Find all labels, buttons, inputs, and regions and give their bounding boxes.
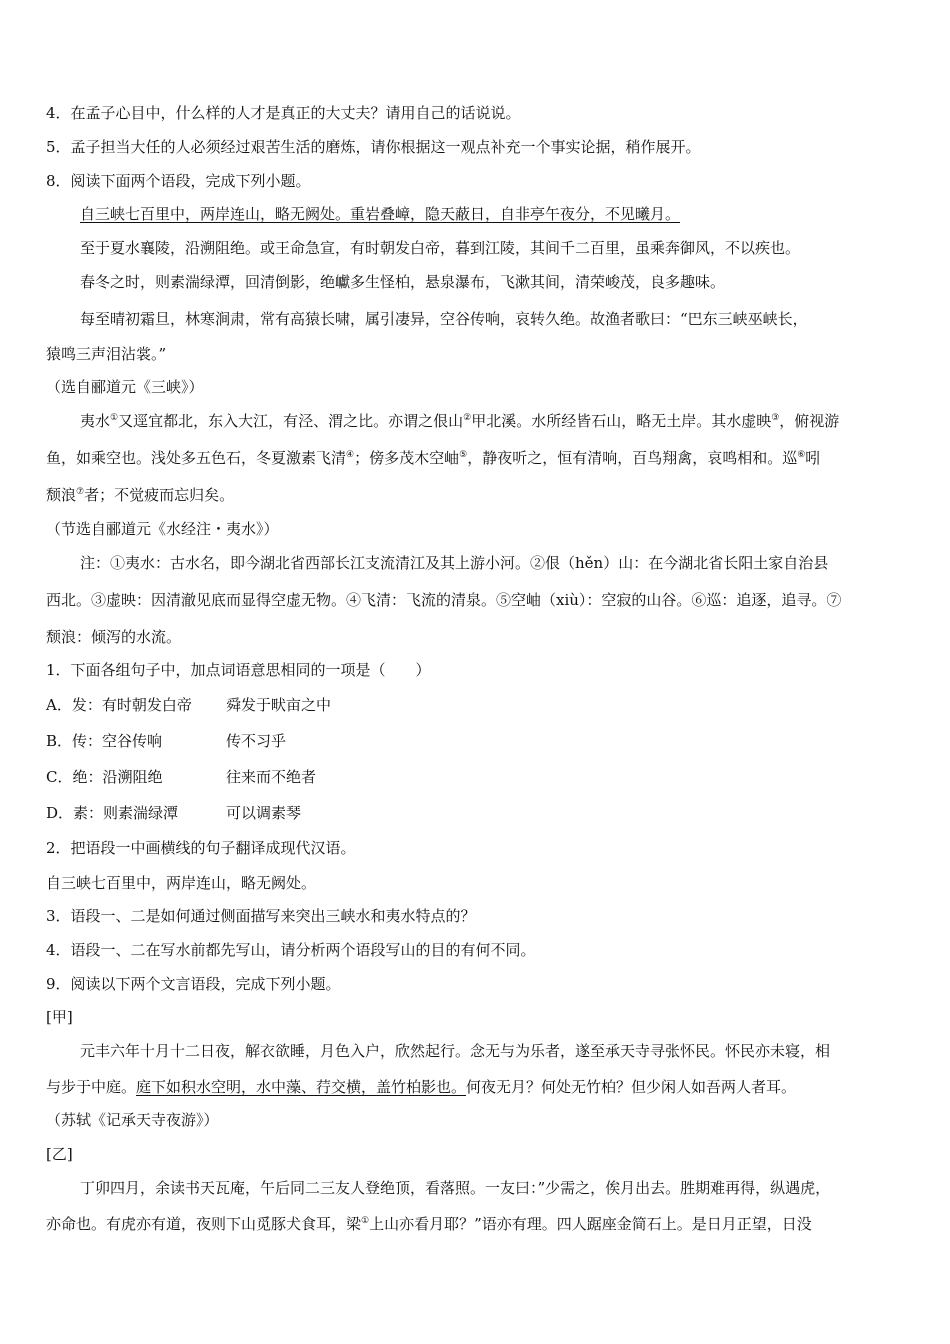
- jia-line2: [46, 1077, 910, 1097]
- option-c[interactable]: C．绝：沿溯阻绝: [46, 768, 163, 786]
- question-2-sentence: 自三峡七百里中，两岸连山，略无阙处。: [46, 874, 317, 892]
- question-2: 2．把语段一中画横线的句子翻译成现代汉语。: [46, 839, 356, 857]
- notes-line1: 注：①夷水：古水名，即今湖北省西部长江支流清江及其上游小河。②佷（hěn）山：在今湖北省长阳土家自治县: [80, 554, 829, 572]
- option-b-compare: 传不习乎: [226, 732, 287, 750]
- footnote-mark: ①: [361, 1216, 370, 1226]
- underlined-sentence: 自三峡七百里中，两岸连山，略无阙处。重岩叠嶂，隐天蔽日，自非亭午夜分，不见曦月。: [80, 205, 681, 223]
- text-seg: 亦命也。有虎亦有道，夜则下山觅豚犬食耳，梁: [46, 1215, 362, 1233]
- passage2-source: （节选自郦道元《水经注・夷水》）: [46, 520, 279, 538]
- footnote-mark: ⑥: [797, 450, 806, 460]
- question-3: 3．语段一、二是如何通过侧面描写来突出三峡水和夷水特点的？: [46, 907, 476, 925]
- text-seg: 颓浪: [46, 486, 77, 504]
- text-seg: 者；不觉疲而忘归矣。: [84, 486, 235, 504]
- passage1-para1: [80, 204, 910, 224]
- question-4: 4．在孟子心目中，什么样的人才是真正的大丈夫？请用自己的话说说。: [46, 104, 521, 122]
- option-a-compare: 舜发于畎亩之中: [226, 696, 332, 714]
- passage1-para4-line1: 每至晴初霜旦，林寒涧肃，常有高猿长啸，属引凄异，空谷传响，哀转久绝。故渔者歌曰：“巴东三峡巫峡长，: [80, 310, 808, 328]
- passage2-line3: [46, 485, 910, 505]
- yi-line1: 丁卯四月，余读书天瓦庵，午后同二三友人登绝顶，看落照。一友曰：”少需之，俟月出去。胜期难再得，纵遇虎，: [80, 1179, 831, 1197]
- label-yi: [乙]: [46, 1145, 73, 1163]
- notes-line3: 颓浪：倾泻的水流。: [46, 628, 182, 646]
- question-1: 1．下面各组句子中，加点词语意思相同的一项是（ ）: [46, 661, 431, 679]
- section-9-heading: 9．阅读以下两个文言语段，完成下列小题。: [46, 975, 341, 993]
- underlined-sentence: 庭下如积水空明，水中藻、荇交横，盖竹柏影也。: [136, 1078, 467, 1096]
- footnote-mark: ④: [346, 450, 355, 460]
- notes-line2: 西北。③虚映：因清澈见底而显得空虚无物。④飞清：飞流的清泉。⑤空岫（xiù）：空寂的山谷。⑥巡：追逐，追寻。⑦: [46, 591, 842, 609]
- yi-line2: [46, 1214, 910, 1234]
- section-8-heading: 8．阅读下面两个语段，完成下列小题。: [46, 172, 311, 190]
- label-jia: [甲]: [46, 1008, 73, 1026]
- passage1-para2: 至于夏水襄陵，沿溯阻绝。或王命急宣，有时朝发白帝，暮到江陵，其间千二百里，虽乘奔御风，不以疾也。: [80, 239, 801, 257]
- option-b[interactable]: B．传：空谷传响: [46, 732, 163, 750]
- footnote-mark: ③: [771, 413, 780, 423]
- passage1-para4-line2: 猿鸣三声泪沾裳。”: [46, 345, 167, 363]
- option-d-compare: 可以调素琴: [226, 804, 302, 822]
- text-seg: ，静夜听之，恒有清响，百鸟翔禽，哀鸣相和。巡: [467, 449, 798, 467]
- text-seg: 与步于中庭。: [46, 1078, 137, 1096]
- option-a[interactable]: A．发：有时朝发白帝: [46, 696, 192, 714]
- jia-line1: 元丰六年十月十二日夜，解衣欲睡，月色入户，欣然起行。念无与为乐者，遂至承天寺寻张怀民。怀民亦未寝，相: [80, 1042, 831, 1060]
- text-seg: 甲北溪。水所经皆石山，略无土岸。其水虚映: [471, 412, 772, 430]
- text-seg: 吲: [805, 449, 821, 467]
- passage2-line2: [46, 448, 910, 468]
- question-4b: 4．语段一、二在写水前都先写山，请分析两个语段写山的目的有何不同。: [46, 941, 536, 959]
- text-seg: 上山亦看月耶？”语亦有理。四人踞座金简石上。是日月正望，日没: [369, 1215, 812, 1233]
- passage1-source: （选自郦道元《三峡》）: [46, 378, 204, 396]
- text-seg: 鱼，如乘空也。浅处多五色石，冬夏激素飞清: [46, 449, 347, 467]
- footnote-mark: ⑦: [76, 487, 85, 497]
- option-d[interactable]: D．素：则素湍绿潭: [46, 804, 179, 822]
- footnote-mark: ②: [463, 413, 472, 423]
- passage2-line1: [80, 411, 910, 431]
- text-seg: ；傍多茂木空岫: [354, 449, 460, 467]
- text-seg: ，俯视游: [779, 412, 840, 430]
- footnote-mark: ①: [110, 413, 119, 423]
- passage1-para3: 春冬之时，则素湍绿潭，回清倒影，绝巘多生怪柏，悬泉瀑布，飞漱其间，清荣峻茂，良多趣味。: [80, 273, 726, 291]
- text-seg: 又逕宜都北，东入大江，有泾、渭之比。亦谓之佷山: [118, 412, 464, 430]
- footnote-mark: ⑤: [459, 450, 468, 460]
- text-seg: 何夜无月？何处无竹柏？但少闲人如吾两人者耳。: [466, 1078, 797, 1096]
- option-c-compare: 往来而不绝者: [226, 768, 317, 786]
- jia-source: （苏轼《记承天寺夜游》）: [46, 1111, 219, 1129]
- text-seg: 夷水: [80, 412, 111, 430]
- question-5: 5．孟子担当大任的人必须经过艰苦生活的磨炼，请你根据这一观点补充一个事实论据，稍作展开。: [46, 138, 701, 156]
